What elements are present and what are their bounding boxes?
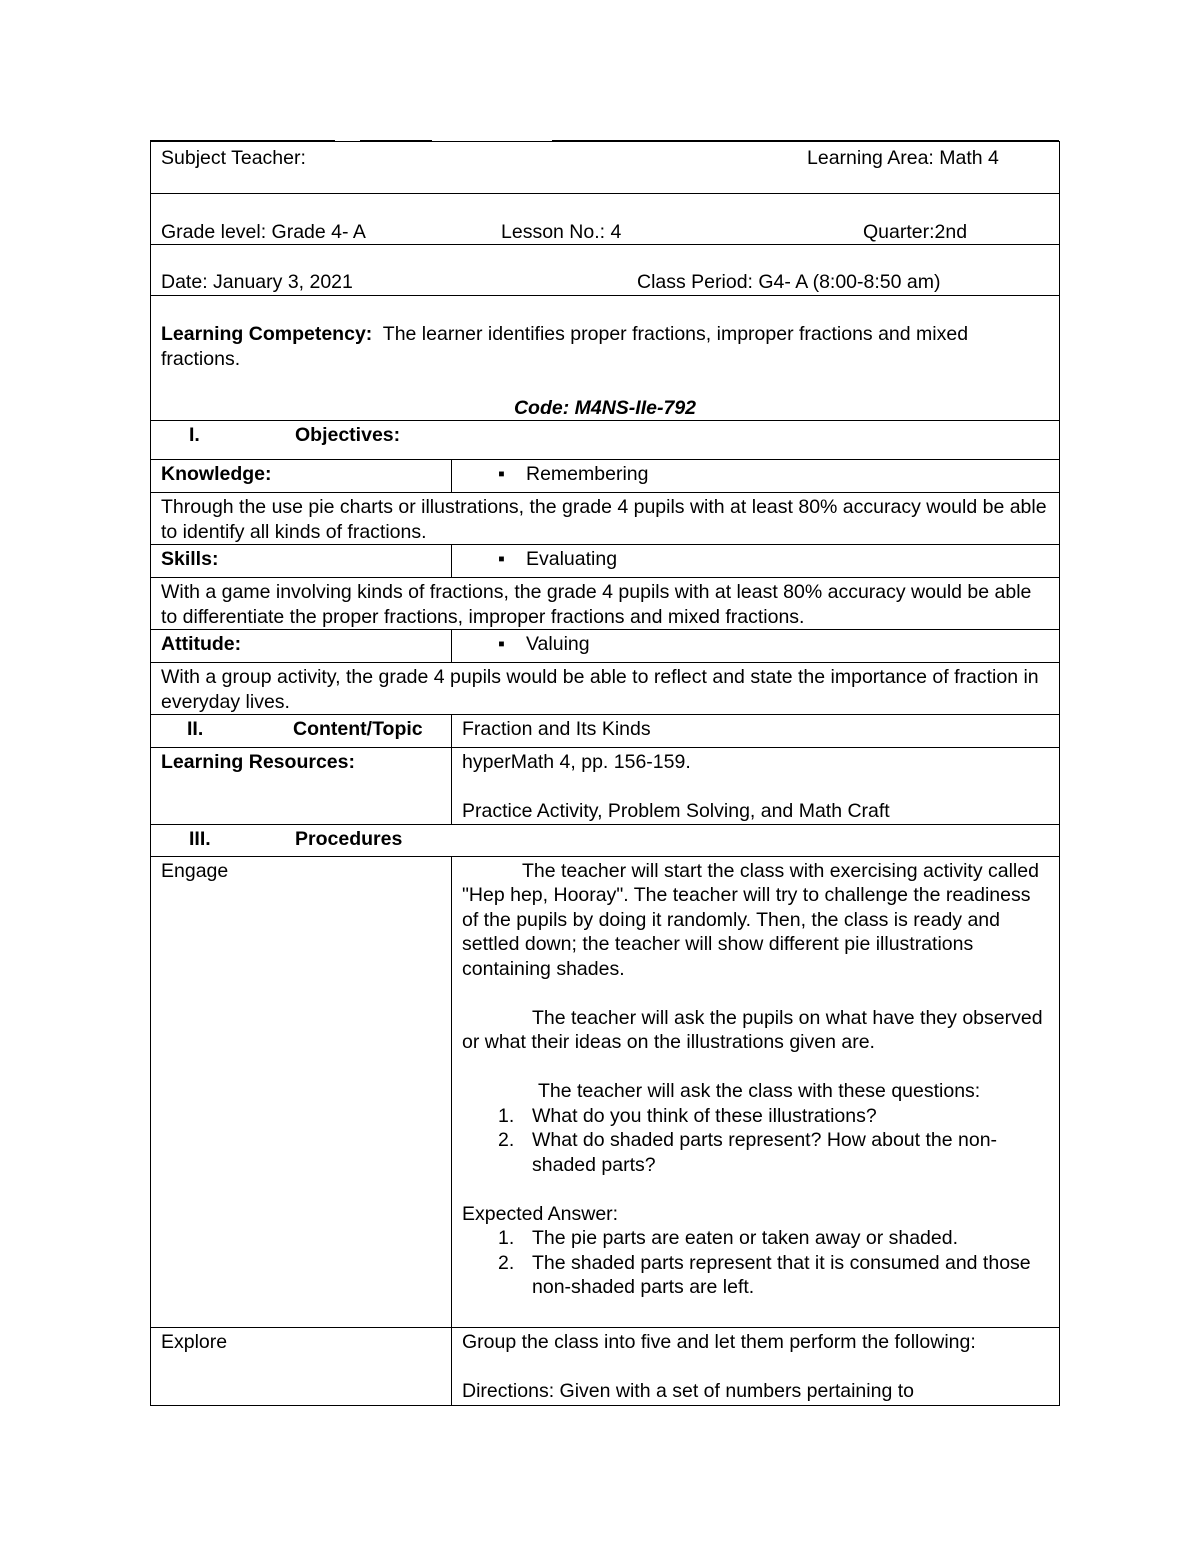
resources-line-2: Practice Activity, Problem Solving, and Math Craft (462, 800, 890, 822)
row-knowledge-text (151, 493, 1060, 545)
row-attitude (151, 630, 1060, 663)
explore-paragraph-2: Directions: Given with a set of numbers pertaining to (462, 1379, 914, 1402)
row-objectives-heading (151, 421, 1060, 460)
attitude-value-cell (452, 630, 1060, 663)
resources-line-1: hyperMath 4, pp. 156-159. (462, 751, 691, 773)
engage-paragraph-3: The teacher will ask the class with these questions: (538, 1080, 981, 1102)
engage-label: Engage (151, 856, 452, 1327)
content-numeral: II. (187, 718, 204, 740)
explore-label: Explore (151, 1327, 452, 1405)
quarter: Quarter:2nd (863, 221, 968, 243)
class-period: Class Period: G4- A (8:00-8:50 am) (637, 271, 941, 293)
explore-cell (452, 1327, 1060, 1405)
lesson-number: Lesson No.: 4 (501, 221, 622, 243)
engage-paragraph-1: The teacher will start the class with exercising activity called "Hep hep, Hooray". The teacher will try to challenge the readiness of the pupils by doing it randomly. Then, the class is ready and settled down; the teacher will show different pie illustrations containing shades. (462, 859, 1039, 980)
cell-date (151, 245, 1060, 296)
content-title: Content/Topic (293, 718, 423, 740)
list-item: 2. What do shaded parts represent? How about the non-shaded parts? (498, 1129, 998, 1176)
skills-value-cell (452, 545, 1060, 578)
knowledge-label-cell (151, 460, 452, 493)
list-item: 1. What do you think of these illustrations? (498, 1104, 877, 1127)
questions-list (462, 1104, 1049, 1178)
row-attitude-text (151, 663, 1060, 715)
expected-answer-label: Expected Answer: (462, 1202, 619, 1225)
resources-label: Learning Resources: (161, 751, 355, 773)
row-grade (151, 194, 1060, 245)
attitude-text: With a group activity, the grade 4 pupils would be able to reflect and state the importance of fraction in everyday lives. (151, 663, 1060, 715)
skills-bullet-icon: ▪ (498, 548, 505, 570)
list-item: 2. The shaded parts represent that it is consumed and those non-shaded parts are left. (498, 1251, 1031, 1298)
cell-competency (151, 296, 1060, 421)
attitude-bullet-icon: ▪ (498, 633, 505, 655)
skills-label: Skills: (161, 548, 219, 570)
learning-area: Learning Area: Math 4 (807, 147, 999, 169)
row-skills (151, 545, 1060, 578)
engage-paragraph-2: The teacher will ask the pupils on what have they observed or what their ideas on the illustrations given are. (462, 1006, 1043, 1053)
attitude-label-cell (151, 630, 452, 663)
competency-text: The learner identifies proper fractions, improper fractions and mixed fractions. (161, 323, 969, 370)
procedures-heading-cell (151, 824, 1060, 856)
knowledge-bullet-icon: ▪ (498, 463, 505, 485)
skills-text: With a game involving kinds of fractions, the grade 4 pupils with at least 80% accuracy would be able to differentiate the proper fractions, improper fractions and mixed fractions. (151, 578, 1060, 630)
row-resources (151, 748, 1060, 825)
row-engage (151, 856, 1060, 1327)
row-teacher (151, 142, 1060, 194)
skills-value: Evaluating (526, 548, 618, 570)
attitude-label: Attitude: (161, 633, 242, 655)
row-knowledge (151, 460, 1060, 493)
knowledge-label: Knowledge: (161, 463, 272, 485)
cell-grade (151, 194, 1060, 245)
cell-objectives-heading (151, 421, 1060, 460)
resources-label-cell (151, 748, 452, 825)
subject-teacher-label: Subject Teacher: (161, 147, 306, 169)
row-skills-text (151, 578, 1060, 630)
skills-label-cell (151, 545, 452, 578)
explore-paragraph-1: Group the class into five and let them perform the following: (462, 1330, 976, 1353)
resources-cell (452, 748, 1060, 825)
date: Date: January 3, 2021 (161, 271, 353, 293)
objectives-numeral: I. (189, 424, 200, 446)
cell-teacher (151, 142, 1060, 194)
lesson-plan-table (150, 141, 1060, 1406)
attitude-value: Valuing (526, 633, 590, 655)
row-explore (151, 1327, 1060, 1405)
competency-code: Code: M4NS-IIe-792 (513, 396, 697, 419)
competency-label: Learning Competency: (161, 323, 373, 345)
answers-list (462, 1226, 1049, 1300)
knowledge-value: Remembering (526, 463, 649, 485)
knowledge-text: Through the use pie charts or illustrations, the grade 4 pupils with at least 80% accuracy would be able to identify all kinds of fractions. (151, 493, 1060, 545)
grade-level: Grade level: Grade 4- A (161, 221, 366, 243)
content-value: Fraction and Its Kinds (452, 715, 1060, 748)
row-content-topic (151, 715, 1060, 748)
objectives-title: Objectives: (295, 424, 401, 446)
engage-cell (452, 856, 1060, 1327)
row-procedures-heading (151, 824, 1060, 856)
row-date (151, 245, 1060, 296)
procedures-title: Procedures (295, 827, 403, 850)
content-heading-cell (151, 715, 452, 748)
row-competency (151, 296, 1060, 421)
knowledge-value-cell (452, 460, 1060, 493)
list-item: 1. The pie parts are eaten or taken away or shaded. (498, 1227, 959, 1249)
procedures-numeral: III. (189, 827, 211, 850)
